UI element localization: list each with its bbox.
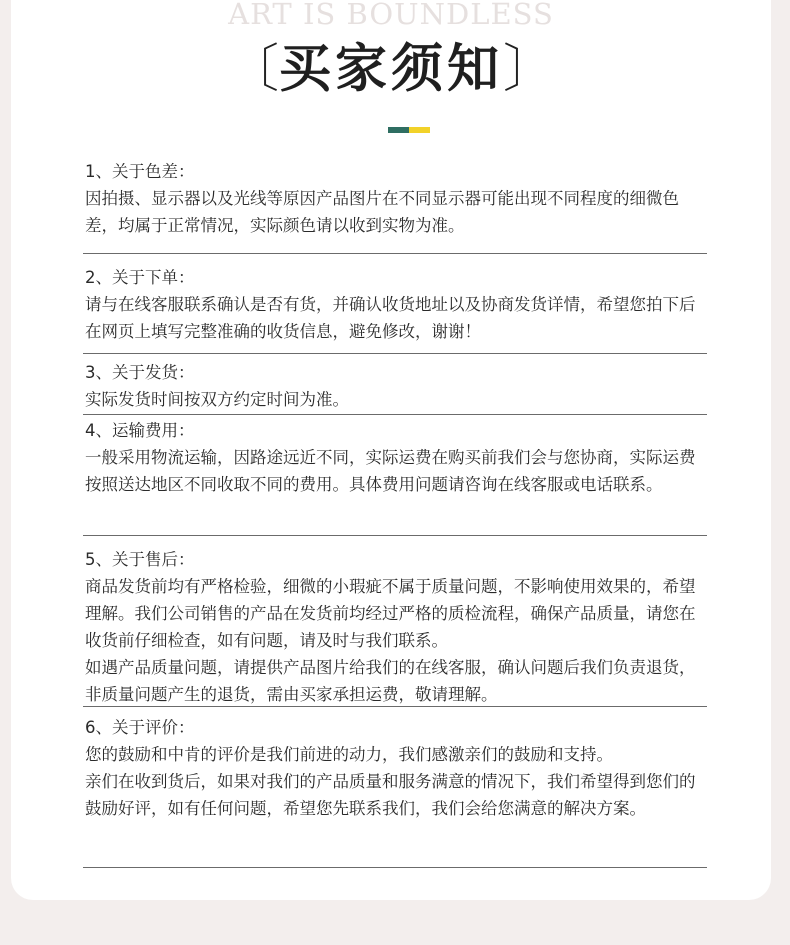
bracket-right: 〕 (503, 39, 556, 100)
section-text: 亲们在收到货后，如果对我们的产品质量和服务满意的情况下，我们希望得到您们的鼓励好评，如有任何问题，希望您先联系我们，我们会给您满意的解决方案。 (85, 772, 696, 818)
section-heading: 2、关于下单： (85, 268, 195, 287)
section-heading: 6、关于评价： (85, 718, 195, 737)
page-title: 买家须知 (278, 38, 503, 100)
accent-teal (388, 127, 409, 133)
section-after-sales (85, 546, 707, 708)
section-heading: 1、关于色差： (85, 162, 195, 181)
divider (83, 706, 707, 707)
section-text: 您的鼓励和中肯的评价是我们前进的动力，我们感激亲们的鼓励和支持。 (85, 745, 613, 764)
section-text: 请与在线客服联系确认是否有货，并确认收货地址以及协商发货详情，希望您拍下后在网页上填写完整准确的收货信息，避免修改，谢谢！ (85, 295, 696, 341)
bracket-left: 〔 (226, 39, 279, 100)
title-row (11, 36, 771, 103)
section-heading: 4、运输费用： (85, 421, 195, 440)
section-color-difference (85, 158, 707, 239)
accent-yellow (409, 127, 430, 133)
title-accent-bar (388, 127, 430, 133)
divider (83, 353, 707, 354)
section-freight (85, 417, 707, 498)
section-text: 实际发货时间按双方约定时间为准。 (85, 390, 349, 409)
divider (83, 253, 707, 254)
notice-card (11, 0, 771, 900)
eyebrow-text: ART IS BOUNDLESS (228, 0, 554, 31)
divider (83, 535, 707, 536)
section-text: 如遇产品质量问题，请提供产品图片给我们的在线客服，确认问题后我们负责退货，非质量问题产生的退货，需由买家承担运费，敬请理解。 (85, 658, 696, 704)
divider (83, 867, 707, 868)
section-text: 一般采用物流运输，因路途远近不同，实际运费在购买前我们会与您协商，实际运费按照送达地区不同收取不同的费用。具体费用问题请咨询在线客服或电话联系。 (85, 448, 696, 494)
divider (83, 414, 707, 415)
section-text: 因拍摄、显示器以及光线等原因产品图片在不同显示器可能出现不同程度的细微色差，均属于正常情况，实际颜色请以收到实物为准。 (85, 189, 679, 235)
section-reviews (85, 714, 707, 822)
section-ordering (85, 264, 707, 345)
section-heading: 3、关于发货： (85, 363, 195, 382)
section-text: 商品发货前均有严格检验，细微的小瑕疵不属于质量问题，不影响使用效果的，希望理解。我们公司销售的产品在发货前均经过严格的质检流程，确保产品质量，请您在收货前仔细检查，如有问题，请及时与我们联系。 (85, 577, 696, 650)
section-shipping (85, 359, 707, 413)
section-heading: 5、关于售后： (85, 550, 195, 569)
